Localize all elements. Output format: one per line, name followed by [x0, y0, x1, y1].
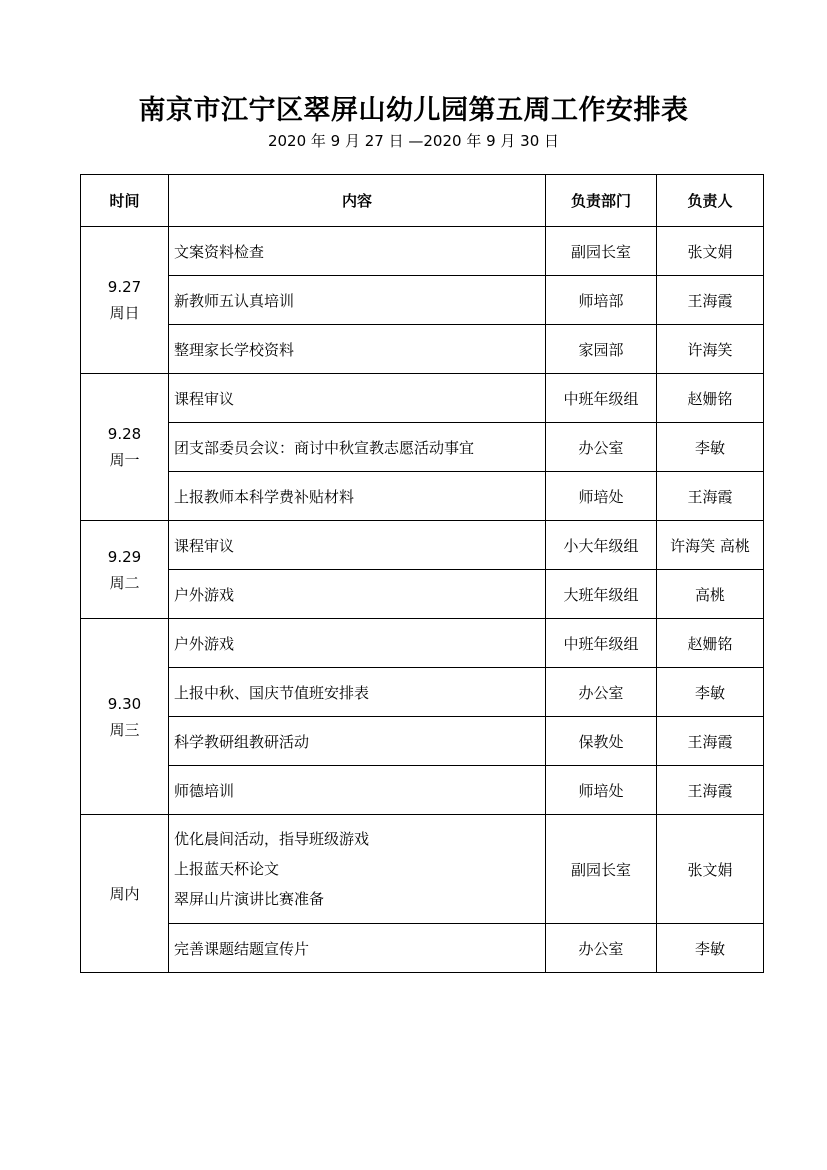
day-cell: [81, 619, 169, 815]
task-dept: 办公室: [546, 423, 657, 472]
task-dept: 大班年级组: [546, 570, 657, 619]
task-dept: 小大年级组: [546, 521, 657, 570]
task-dept: 师培处: [546, 472, 657, 521]
task-person: 张文娟: [657, 227, 764, 276]
day-cell: [81, 374, 169, 521]
task-person: 王海霞: [657, 717, 764, 766]
task-dept: 保教处: [546, 717, 657, 766]
table-row: [81, 668, 764, 717]
task-dept: 师培处: [546, 766, 657, 815]
task-content: 师德培训: [169, 766, 546, 815]
table-row: [81, 570, 764, 619]
task-person: 王海霞: [657, 276, 764, 325]
table-row: [81, 619, 764, 668]
task-dept: 副园长室: [546, 815, 657, 924]
task-dept: 副园长室: [546, 227, 657, 276]
task-person: 张文娟: [657, 815, 764, 924]
day-weekday: 周内: [109, 884, 140, 903]
task-dept: 师培部: [546, 276, 657, 325]
table-row: [81, 766, 764, 815]
task-person: 许海笑 高桃: [657, 521, 764, 570]
task-dept: 中班年级组: [546, 619, 657, 668]
table-row: [81, 227, 764, 276]
task-content-multiline: [169, 815, 546, 924]
table-row: [81, 815, 764, 924]
task-person: 李敏: [657, 668, 764, 717]
task-person: 赵姗铭: [657, 374, 764, 423]
table-row: [81, 924, 764, 973]
day-cell: [81, 227, 169, 374]
task-line: 翠屏山片演讲比赛准备: [174, 890, 325, 908]
task-content: 上报教师本科学费补贴材料: [169, 472, 546, 521]
day-weekday: 周二: [109, 573, 140, 592]
day-weekday: 周日: [109, 304, 140, 322]
table-row: [81, 276, 764, 325]
page-title: 南京市江宁区翠屏山幼儿园第五周工作安排表: [138, 95, 689, 126]
task-content: 户外游戏: [169, 570, 546, 619]
task-content: 文案资料检查: [169, 227, 546, 276]
task-person: 李敏: [657, 924, 764, 973]
task-dept: 办公室: [546, 668, 657, 717]
header-person: 负责人: [657, 175, 764, 227]
task-line: 上报蓝天杯论文: [174, 860, 280, 878]
day-date: 9.28: [107, 425, 142, 443]
task-content: 完善课题结题宣传片: [169, 924, 546, 973]
table-row: [81, 423, 764, 472]
table-row: [81, 472, 764, 521]
task-person: 高桃: [657, 570, 764, 619]
table-row: [81, 521, 764, 570]
task-content: 整理家长学校资料: [169, 325, 546, 374]
task-person: 李敏: [657, 423, 764, 472]
task-dept: 家园部: [546, 325, 657, 374]
task-content: 科学教研组教研活动: [169, 717, 546, 766]
table-row: [81, 374, 764, 423]
task-content: 团支部委员会议：商讨中秋宣教志愿活动事宜: [169, 423, 546, 472]
schedule-table: [80, 174, 764, 973]
task-content: 课程审议: [169, 374, 546, 423]
task-content: 新教师五认真培训: [169, 276, 546, 325]
task-dept: 中班年级组: [546, 374, 657, 423]
header-row: [81, 175, 764, 227]
task-person: 许海笑: [657, 325, 764, 374]
header-time: 时间: [81, 175, 169, 227]
day-date: 9.29: [107, 547, 142, 566]
task-dept: 办公室: [546, 924, 657, 973]
task-line: 优化晨间活动，指导班级游戏: [174, 830, 370, 848]
task-content: 课程审议: [169, 521, 546, 570]
task-person: 赵姗铭: [657, 619, 764, 668]
header-dept: 负责部门: [546, 175, 657, 227]
table-row: [81, 717, 764, 766]
day-cell: [81, 521, 169, 619]
day-cell: [81, 815, 169, 973]
day-date: 9.30: [107, 694, 142, 713]
task-person: 王海霞: [657, 472, 764, 521]
date-range: 2020 年 9 月 27 日 —2020 年 9 月 30 日: [267, 132, 560, 150]
task-person: 王海霞: [657, 766, 764, 815]
header-content: 内容: [169, 175, 546, 227]
day-weekday: 周一: [109, 451, 140, 469]
day-weekday: 周三: [109, 720, 140, 739]
task-content: 户外游戏: [169, 619, 546, 668]
task-content: 上报中秋、国庆节值班安排表: [169, 668, 546, 717]
table-row: [81, 325, 764, 374]
day-date: 9.27: [107, 278, 142, 296]
